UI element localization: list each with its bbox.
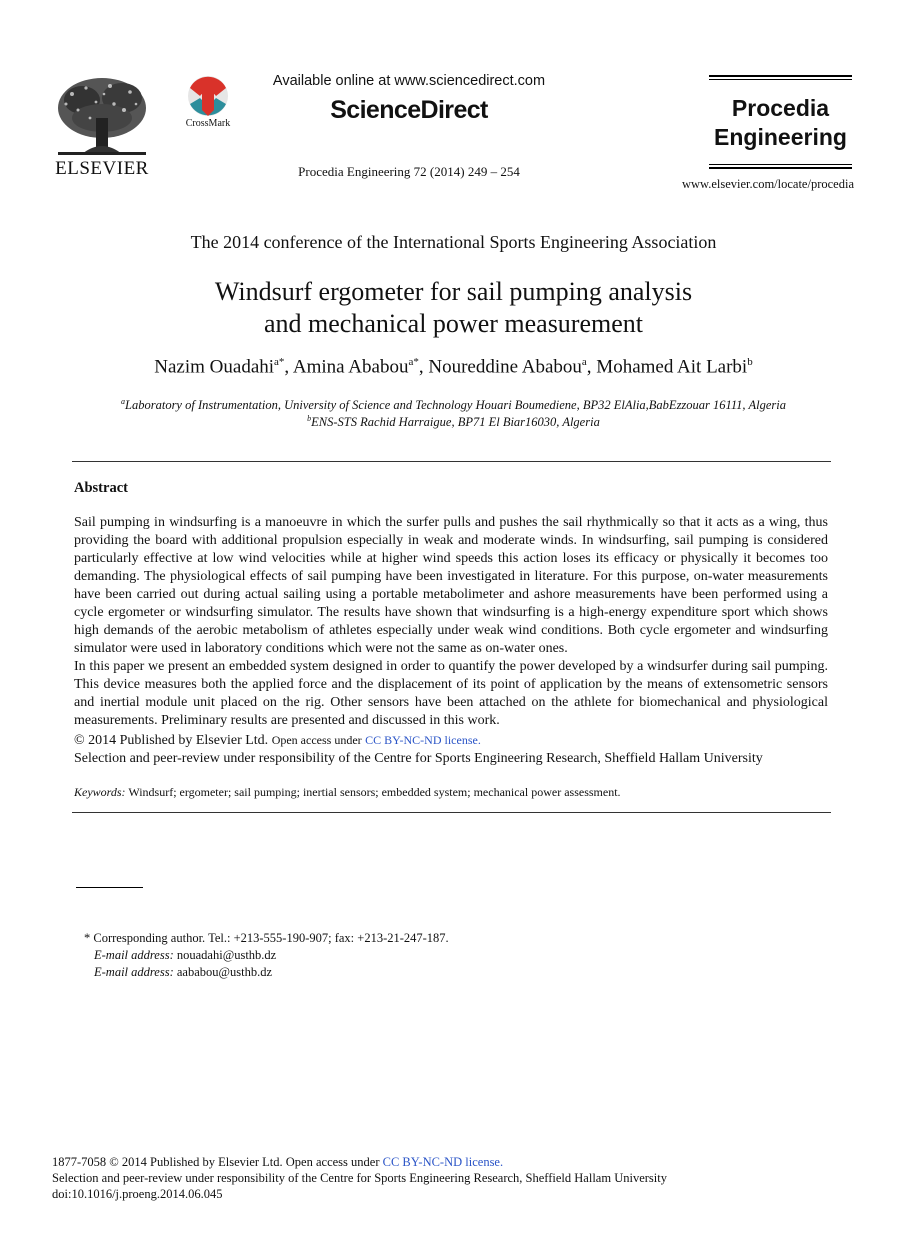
journal-box-rule	[709, 167, 852, 169]
journal-name-line2: Engineering	[714, 124, 847, 150]
abstract-paragraph: In this paper we present an embedded system designed in order to quantify the power developed by a windsurfer during sail pumping. This device measures both the applied force and the displacement of its point of application by the means of extensometric sensors and inertial module unit placed on the rig. Other sensors have been attached on the athlete for biomechanical and physiological measurements. Preliminary results are presented and discussed in this work.	[74, 659, 828, 728]
author-affiliation-mark: a*	[408, 356, 419, 368]
email-label: E-mail address:	[94, 965, 174, 979]
footnote-divider	[76, 887, 143, 888]
title-line2: and mechanical power measurement	[264, 309, 643, 338]
open-access-text: Open access under	[271, 733, 362, 747]
section-divider	[72, 812, 831, 813]
journal-url-link[interactable]: www.elsevier.com/locate/procedia	[681, 177, 854, 191]
journal-box-rule	[709, 75, 852, 77]
sciencedirect-brand: ScienceDirect	[330, 96, 488, 124]
affiliation-mark: b	[307, 414, 312, 423]
affiliation-mark: a	[121, 397, 126, 406]
keywords-label: Keywords:	[74, 785, 126, 799]
email-address[interactable]: nouadahi@usthb.dz	[176, 948, 277, 962]
author-name: Nazim Ouadahi	[154, 356, 275, 378]
author-affiliation-mark: a	[581, 356, 587, 368]
journal-name-line1: Procedia	[731, 95, 830, 121]
journal-box-rule	[709, 79, 852, 80]
corresponding-author-note: * Corresponding author. Tel.: +213-555-190-907; fax: +213-21-247-187.	[84, 931, 449, 945]
crossmark-label: CrossMark	[185, 118, 231, 129]
doi-link[interactable]: doi:10.1016/j.proeng.2014.06.045	[52, 1187, 223, 1201]
paper-title	[0, 276, 907, 340]
author-affiliation-mark: b	[747, 356, 753, 368]
abstract-paragraph: Sail pumping in windsurfing is a manoeuvre in which the surfer pulls and pushes the sail rhythmically so that it acts as a wing, thus providing the board with additional propulsion especially in weak and moderate winds. In windsurfing, sail pumping is considered particularly effective at low wind velocities while at higher wind speeds this action loses its efficacy or physically it becomes too demanding. The physiological effects of sail pumping have been investigated in literature. For this purpose, on-water measurements have been carried out during actual sailing using a portable metabolimeter and ashore measurements have been performed using a cycle ergometer or windsurfing simulator. The results have shown that windsurfing is a high-energy expenditure sport which shows high demands of the aerobic metabolism of athletes especially under weak wind conditions. Both cycle ergometer and windsurfing simulator were used in laboratory conditions which were not the same as on-water ones.	[74, 515, 828, 656]
keywords	[74, 785, 834, 800]
email-label: E-mail address:	[94, 948, 174, 962]
email-address[interactable]: aababou@usthb.dz	[176, 965, 273, 979]
email-line	[94, 948, 276, 963]
affiliation-text: Laboratory of Instrumentation, University of Science and Technology Houari Boumediene, BP32 ElAlia,BabEzzouar 16111, Algeria	[125, 398, 786, 413]
peer-review-statement: Selection and peer-review under responsibility of the Centre for Sports Engineering Research, Sheffield Hallam University	[74, 751, 763, 766]
journal-box-rule	[709, 164, 852, 165]
elsevier-wordmark: ELSEVIER	[55, 158, 149, 179]
journal-name	[709, 94, 852, 152]
footer-license-link[interactable]: CC BY-NC-ND license.	[382, 1155, 504, 1169]
abstract-body	[74, 514, 828, 730]
affiliation	[0, 414, 907, 430]
copyright-line	[74, 733, 481, 749]
author-list: Nazim Ouadahi$^{a*}$, Amina Ababou$^{a*}$, Noureddine Ababou$^a$, Mohamed Ait Larbi$^b$	[154, 356, 753, 378]
keywords-text: Windsurf; ergometer; sail pumping; inertial sensors; embedded system; mechanical power assessment.	[128, 785, 621, 799]
author-name: Mohamed Ait Larbi	[596, 356, 748, 378]
footer-peer-review: Selection and peer-review under responsibility of the Centre for Sports Engineering Research, Sheffield Hallam University	[52, 1171, 667, 1185]
issn-line	[52, 1155, 503, 1170]
copyright-text: © 2014 Published by Elsevier Ltd.	[74, 733, 269, 748]
author-name: Amina Ababou	[292, 356, 409, 378]
conference-name: The 2014 conference of the International Sports Engineering Association	[190, 232, 717, 252]
author-name: Noureddine Ababou	[428, 356, 582, 378]
author-affiliation-mark: a*	[274, 356, 285, 368]
affiliation	[0, 397, 907, 413]
available-online-text: Available online at www.sciencedirect.com	[272, 73, 546, 89]
journal-reference: Procedia Engineering 72 (2014) 249 – 254	[298, 164, 520, 179]
issn-text: 1877-7058 © 2014 Published by Elsevier Ltd. Open access under	[52, 1155, 380, 1169]
affiliation-text: ENS-STS Rachid Harraigue, BP71 El Biar16030, Algeria	[311, 415, 600, 430]
section-divider	[72, 461, 831, 462]
email-line	[94, 965, 272, 980]
abstract-heading: Abstract	[74, 480, 128, 496]
title-line1: Windsurf ergometer for sail pumping analysis	[214, 277, 693, 306]
license-link[interactable]: CC BY-NC-ND license.	[365, 733, 481, 747]
